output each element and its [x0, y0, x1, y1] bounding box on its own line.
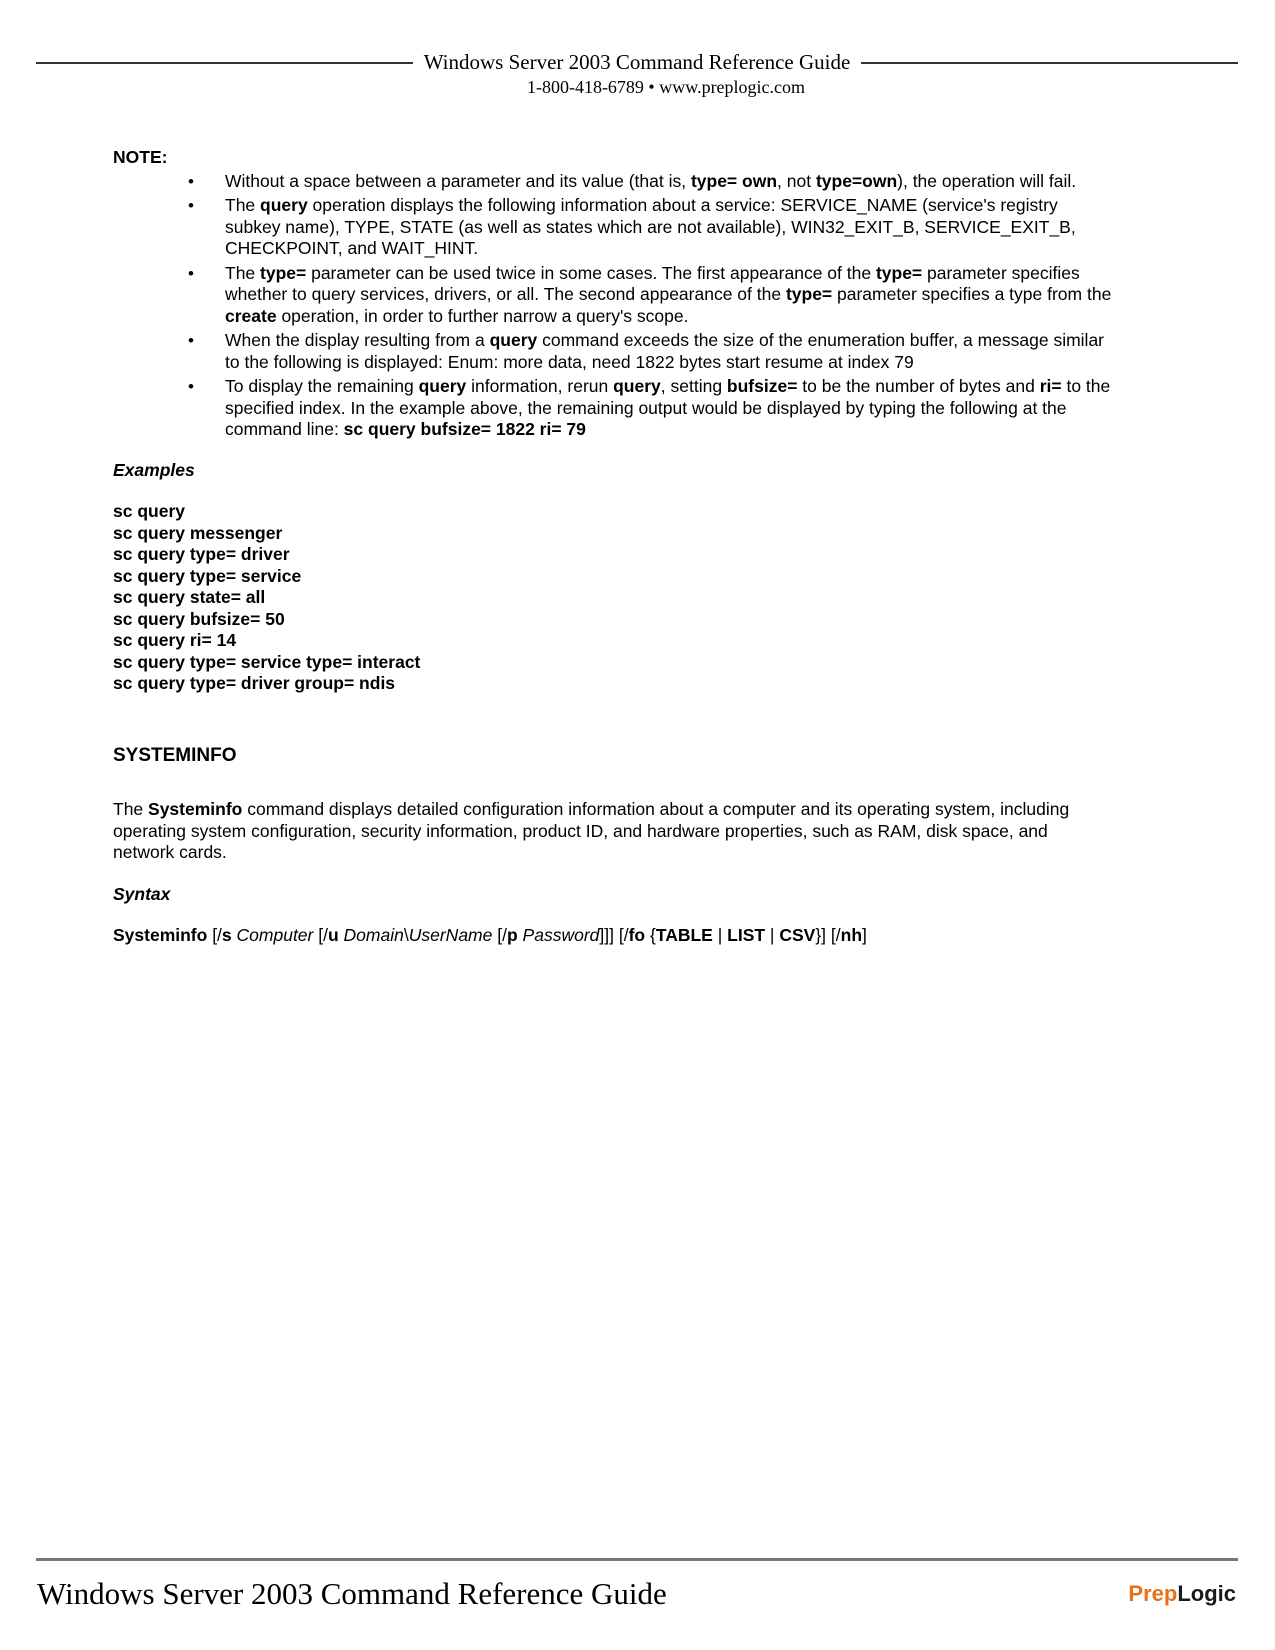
bold-text: query: [260, 195, 308, 215]
footer-rule: [36, 1558, 1238, 1561]
bold-text: query: [489, 330, 538, 350]
bold-text: Systeminfo: [148, 799, 243, 819]
text-run: information, rerun: [466, 376, 614, 396]
bold-text: sc query bufsize= 1822 ri= 79: [343, 419, 586, 439]
text-run: command displays detailed configuration information about a computer and its operating system, including operating system configuration, security information, product ID, and hardware properties, such as RAM, disk space, and network cards.: [113, 799, 1070, 862]
bold-text: type=own: [815, 170, 898, 191]
text-run: command exceeds the size of the enumeration buffer, a message similar to the following is displayed: Enum: more data, need 1822 bytes start resume at index 79: [225, 330, 1105, 372]
text-run: To display the remaining: [225, 376, 419, 396]
text-run: [/: [207, 925, 222, 945]
note-bullet-item: [225, 376, 1113, 441]
text-run: [/: [492, 925, 507, 945]
bold-text: Systeminfo: [113, 925, 208, 945]
example-command: sc query state= all: [113, 587, 266, 607]
text-run: to the specified index. In the example above, the remaining output would be displayed by typing the following at the command line:: [225, 376, 1111, 439]
text-run: \: [403, 925, 409, 945]
text-run: {: [645, 925, 656, 945]
header-contact: 1-800-418-6789 • www.preplogic.com: [526, 77, 806, 97]
logo-prep-text: Prep: [1128, 1581, 1178, 1606]
bold-text: p: [506, 925, 518, 945]
example-command: sc query type= service: [113, 565, 302, 586]
text-run: , not: [777, 170, 816, 191]
example-command: sc query ri= 14: [113, 630, 237, 650]
bold-text: TABLE: [655, 925, 713, 945]
syntax-line: [113, 925, 1113, 947]
bold-text: type=: [785, 284, 833, 304]
note-label: NOTE:: [113, 147, 168, 167]
bold-text: fo: [628, 925, 646, 945]
note-bullet-item: [225, 330, 1113, 373]
text-run: ]]] [/: [599, 925, 629, 945]
page-header: [36, 50, 1238, 100]
italic-text: Password: [522, 925, 600, 945]
italic-text: Computer: [236, 925, 314, 945]
examples-command-list: [113, 501, 1113, 695]
example-command: sc query type= driver group= ndis: [113, 673, 396, 693]
bold-text: ri=: [1039, 376, 1062, 396]
section-title: SYSTEMINFO: [113, 744, 237, 766]
syntax-heading: Syntax: [113, 883, 171, 904]
example-command: sc query messenger: [113, 522, 283, 543]
bold-text: LIST: [727, 925, 766, 945]
note-bullet-item: [225, 263, 1113, 328]
text-run: to be the number of bytes and: [797, 376, 1040, 396]
example-command: sc query: [113, 501, 185, 521]
text-run: , setting: [660, 376, 727, 396]
example-command: sc query type= driver: [113, 544, 290, 564]
bold-text: type= own: [690, 170, 778, 191]
section-description: [113, 799, 1113, 864]
page-content: [113, 147, 1113, 947]
bold-text: bufsize=: [726, 376, 798, 396]
preplogic-logo: [1128, 1581, 1236, 1607]
text-run: ]: [862, 925, 867, 945]
text-run: |: [765, 925, 780, 945]
header-rule-left: [36, 62, 413, 64]
text-run: Without a space between a parameter and its value (that is,: [225, 170, 691, 191]
header-row: [36, 50, 1238, 75]
note-bullet-item: [225, 195, 1113, 260]
examples-heading: Examples: [113, 459, 195, 480]
bold-text: nh: [840, 925, 863, 945]
bold-text: s: [221, 925, 232, 945]
italic-text: UserName: [408, 925, 493, 945]
text-run: parameter specifies whether to query services, drivers, or all. The second appearance of the: [225, 262, 1080, 304]
example-command: sc query type= service type= interact: [113, 651, 421, 672]
text-run: operation, in order to further narrow a query's scope.: [276, 305, 689, 326]
bold-text: u: [327, 925, 339, 945]
bold-text: create: [225, 305, 277, 326]
logo-logic-text: Logic: [1177, 1581, 1236, 1606]
text-run: [/: [313, 925, 328, 945]
text-run: parameter can be used twice in some cases. The first appearance of the: [306, 262, 876, 283]
text-run: }] [/: [815, 925, 841, 945]
text-run: The: [225, 195, 261, 215]
text-run: When the display resulting from a: [225, 330, 490, 350]
text-run: parameter specifies a type from the: [832, 284, 1112, 304]
text-run: operation displays the following information about a service: SERVICE_NAME (service's registry subkey name), TYPE, STATE (as well as states which are not available), WIN32_EXIT_B, SERVICE_EXIT_B, CHECKPOINT, and WAIT_HINT.: [225, 195, 1076, 258]
note-bullet-item: [225, 171, 1113, 193]
header-rule-right: [861, 62, 1238, 64]
text-run: The: [113, 799, 149, 819]
bold-text: CSV: [779, 925, 816, 945]
bold-text: query: [418, 376, 467, 396]
bold-text: query: [613, 376, 661, 396]
note-bullet-list: [113, 171, 1113, 441]
footer-title: Windows Server 2003 Command Reference Guide: [37, 1576, 667, 1611]
bold-text: type=: [260, 262, 307, 283]
italic-text: Domain: [343, 925, 404, 945]
text-run: The: [225, 262, 261, 283]
header-title: Windows Server 2003 Command Reference Guide: [423, 50, 851, 74]
example-command: sc query bufsize= 50: [113, 608, 285, 629]
bold-text: type=: [875, 262, 923, 283]
text-run: ), the operation will fail.: [897, 170, 1077, 191]
text-run: |: [712, 925, 728, 945]
